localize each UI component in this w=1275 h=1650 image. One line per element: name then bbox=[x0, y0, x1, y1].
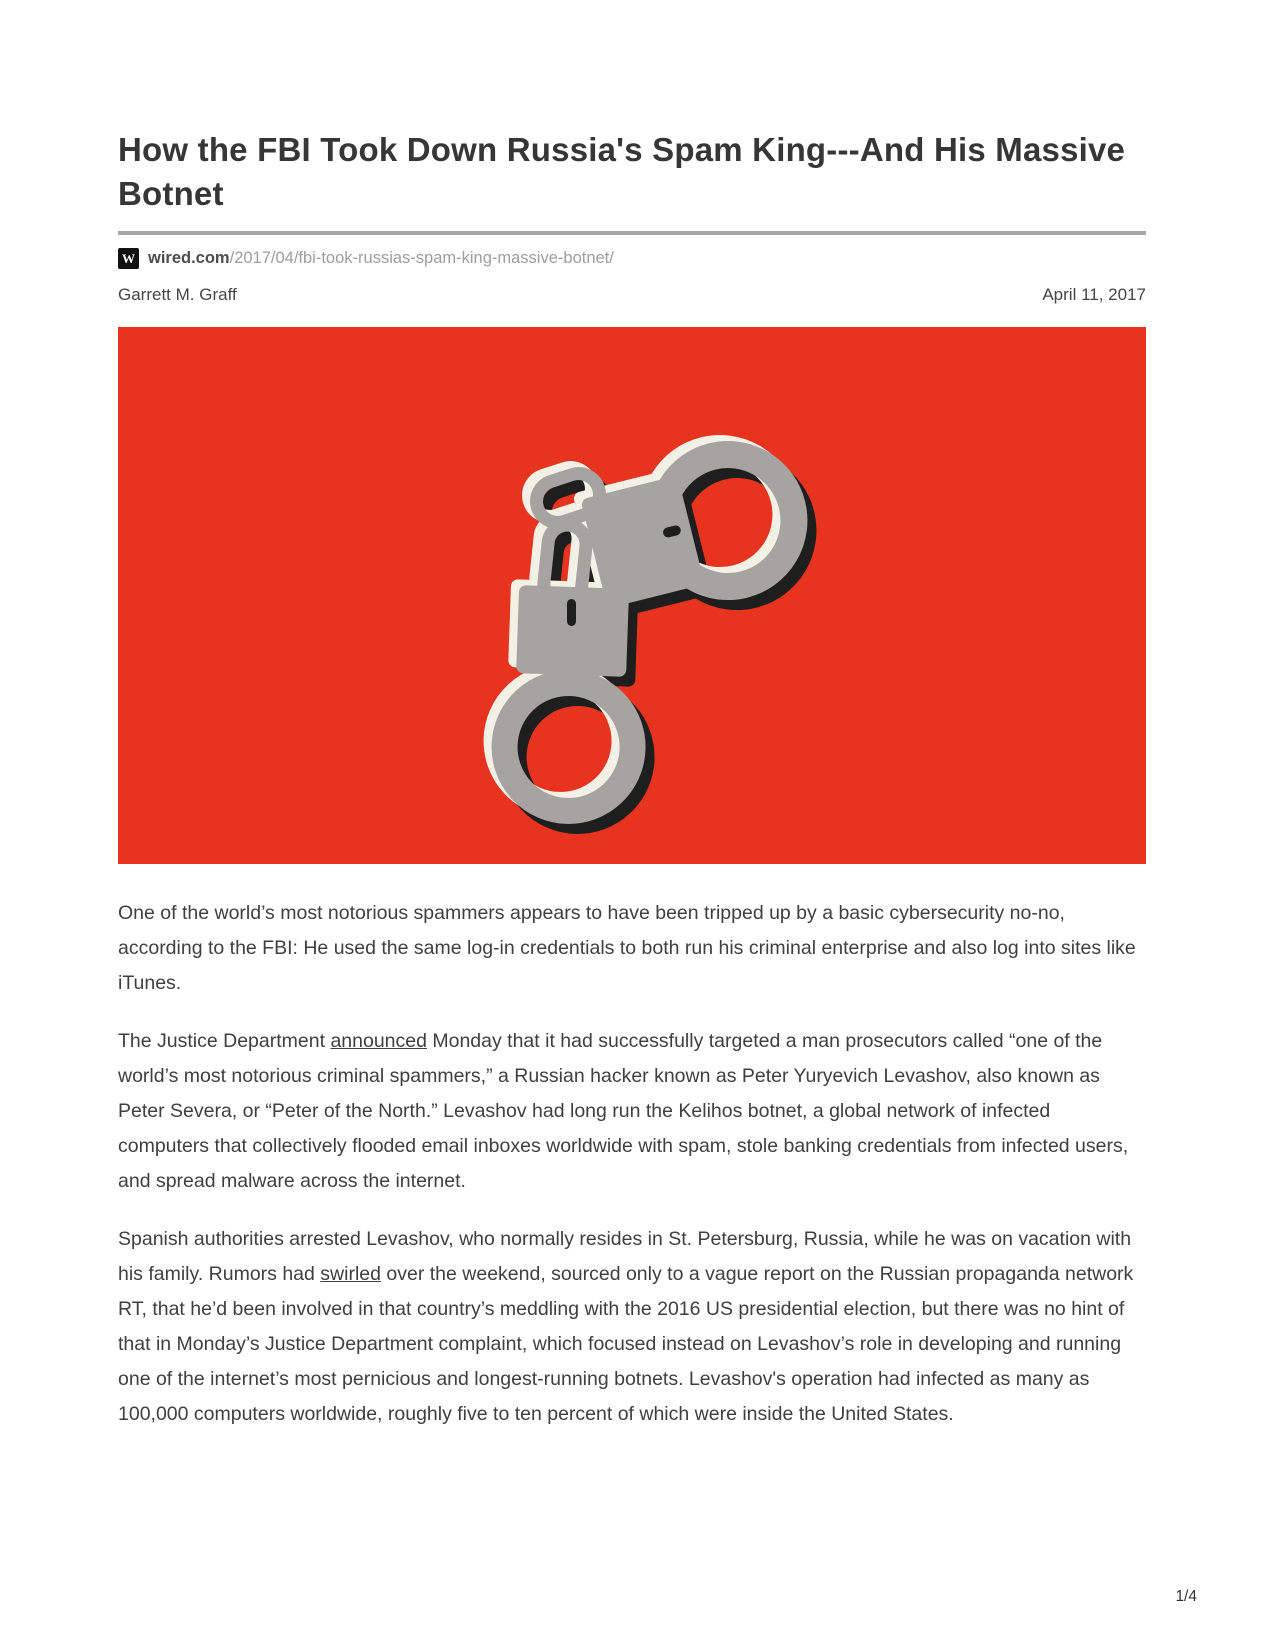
content-column bbox=[118, 0, 1146, 1455]
wired-favicon-icon: W bbox=[118, 248, 139, 269]
article-paragraph bbox=[118, 1024, 1146, 1199]
article-paragraph bbox=[118, 896, 1146, 1001]
handcuffs-illustration bbox=[118, 327, 1146, 864]
paragraph-text: Monday that it had successfully targeted a man prosecutors called “one of the world’s most notorious criminal spammers,” a Russian hacker known as Peter Yuryevich Levashov, also known as Peter Severa, or “Peter of the North.” Levashov had long run the Kelihos botnet, a global network of infected computers that collectively flooded email inboxes worldwide with spam, stole banking credentials from infected users, and spread malware across the internet. bbox=[118, 1029, 1129, 1192]
paragraph-text: One of the world’s most notorious spammers appears to have been tripped up by a basic cybersecurity no-no, according to the FBI: He used the same log-in credentials to both run his criminal enterprise and also log into sites like iTunes. bbox=[118, 901, 1136, 994]
title-divider bbox=[118, 231, 1146, 235]
publish-date: April 11, 2017 bbox=[1042, 284, 1146, 304]
hero-image bbox=[118, 327, 1146, 864]
article-body bbox=[118, 896, 1146, 1432]
paragraph-text: The Justice Department bbox=[118, 1029, 331, 1052]
byline bbox=[118, 285, 1146, 305]
page-title: How the FBI Took Down Russia's Spam King---And His Massive Botnet bbox=[118, 131, 1126, 212]
source-bar bbox=[118, 248, 1146, 270]
article-paragraph bbox=[118, 1222, 1146, 1432]
author-name: Garrett M. Graff bbox=[118, 284, 237, 304]
lower-cuff-keyhole bbox=[567, 599, 576, 626]
page-number: 1/4 bbox=[1175, 1588, 1197, 1605]
paragraph-text: Spanish authorities arrested Levashov, who normally resides in St. Petersburg, Russia, while he was on vacation with his family. Rumors had bbox=[118, 1227, 1132, 1285]
source-url bbox=[148, 249, 614, 268]
source-path: /2017/04/fbi-took-russias-spam-king-massive-botnet/ bbox=[229, 249, 614, 268]
paragraph-text: over the weekend, sourced only to a vague report on the Russian propaganda network RT, that he’d been involved in that country’s meddling with the 2016 US presidential election, but there was no hint of that in Monday’s Justice Department complaint, which focused instead on Levashov’s role in developing and running one of the internet’s most pernicious and longest-running botnets. Levashov's operation had infected as many as 100,000 computers worldwide, roughly five to ten percent of which were inside the United States. bbox=[118, 1262, 1134, 1425]
inline-link[interactable]: announced bbox=[330, 1029, 427, 1052]
source-domain: wired.com bbox=[148, 249, 230, 268]
inline-link[interactable]: swirled bbox=[320, 1262, 381, 1285]
